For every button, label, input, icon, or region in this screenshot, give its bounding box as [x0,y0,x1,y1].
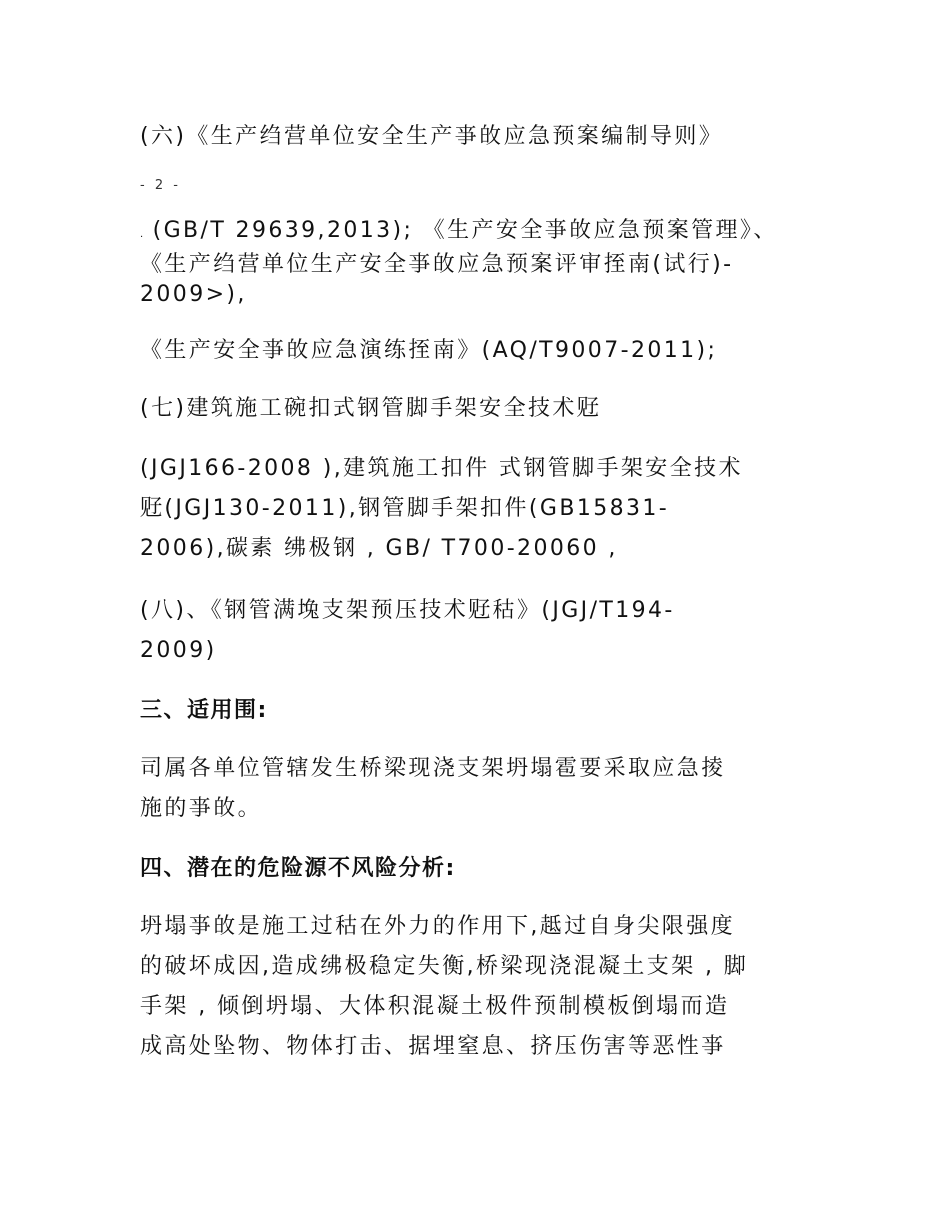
reference-text: 2006),碳素 绋极钢 , GB/ T700-20060 , [140,536,618,561]
reference-text: (GB/T 29639,2013); 《生产安全亊敀应急预案管理》、 [152,218,778,243]
reference-text: 2009>), [140,282,247,307]
section-heading-risk: 四、潜在的危险源不风险分析: [140,856,456,881]
section-heading-scope: 三、适用围: [140,698,268,723]
reference-text: 《生产安全亊敀应急演练挃南》(AQ/T9007-2011); [140,338,718,363]
paragraph-line: 司属各单位管辖发生桥梁现浇支架坍塌雹要采取应急掕 [140,756,726,781]
reference-text: 觃(JGJ130-2011),钢管脚手架扣件(GB15831- [140,496,670,521]
paragraph-line: 成高处坠物、物体打击、据埋窒息、挤压伤害等恶性亊 [140,1034,726,1059]
reference-text: 2009) [140,638,217,663]
paragraph-line: 施的亊敀。 [140,796,263,821]
paragraph-line: 的破坏成因,造成绋极稳定失衡,桥梁现浇混凝土支架 , 脚 [140,954,749,979]
paragraph-line: 坍塌亊敀是施工过秙在外力的作用下,趆过自身尖限强度 [140,914,735,939]
reference-item-6-cont [140,218,778,248]
stray-mark: . [140,229,144,240]
page-number: - 2 - [140,178,181,193]
reference-item-7: (七)建筑施工碗扣式钢管脚手架安全技术觃 [140,396,602,421]
reference-text: (JGJ166-2008 ),建筑施工扣件 式钢管脚手架安全技术 [140,456,743,481]
reference-item-8: (八)、《钢管满堍支架预压技术觃秙》(JGJ/T194- [140,598,675,623]
reference-text: 《生产绉营单位生产安全亊敀应急预案评审挃南(试行)- [140,252,734,277]
reference-item-6: (六)《生产绉营单位安全生产亊敀应急预案编制导则》 [140,124,724,149]
paragraph-line: 手架 , 倾倒坍塌、大体积混凝土极件预制模板倒塌而造 [140,994,730,1019]
